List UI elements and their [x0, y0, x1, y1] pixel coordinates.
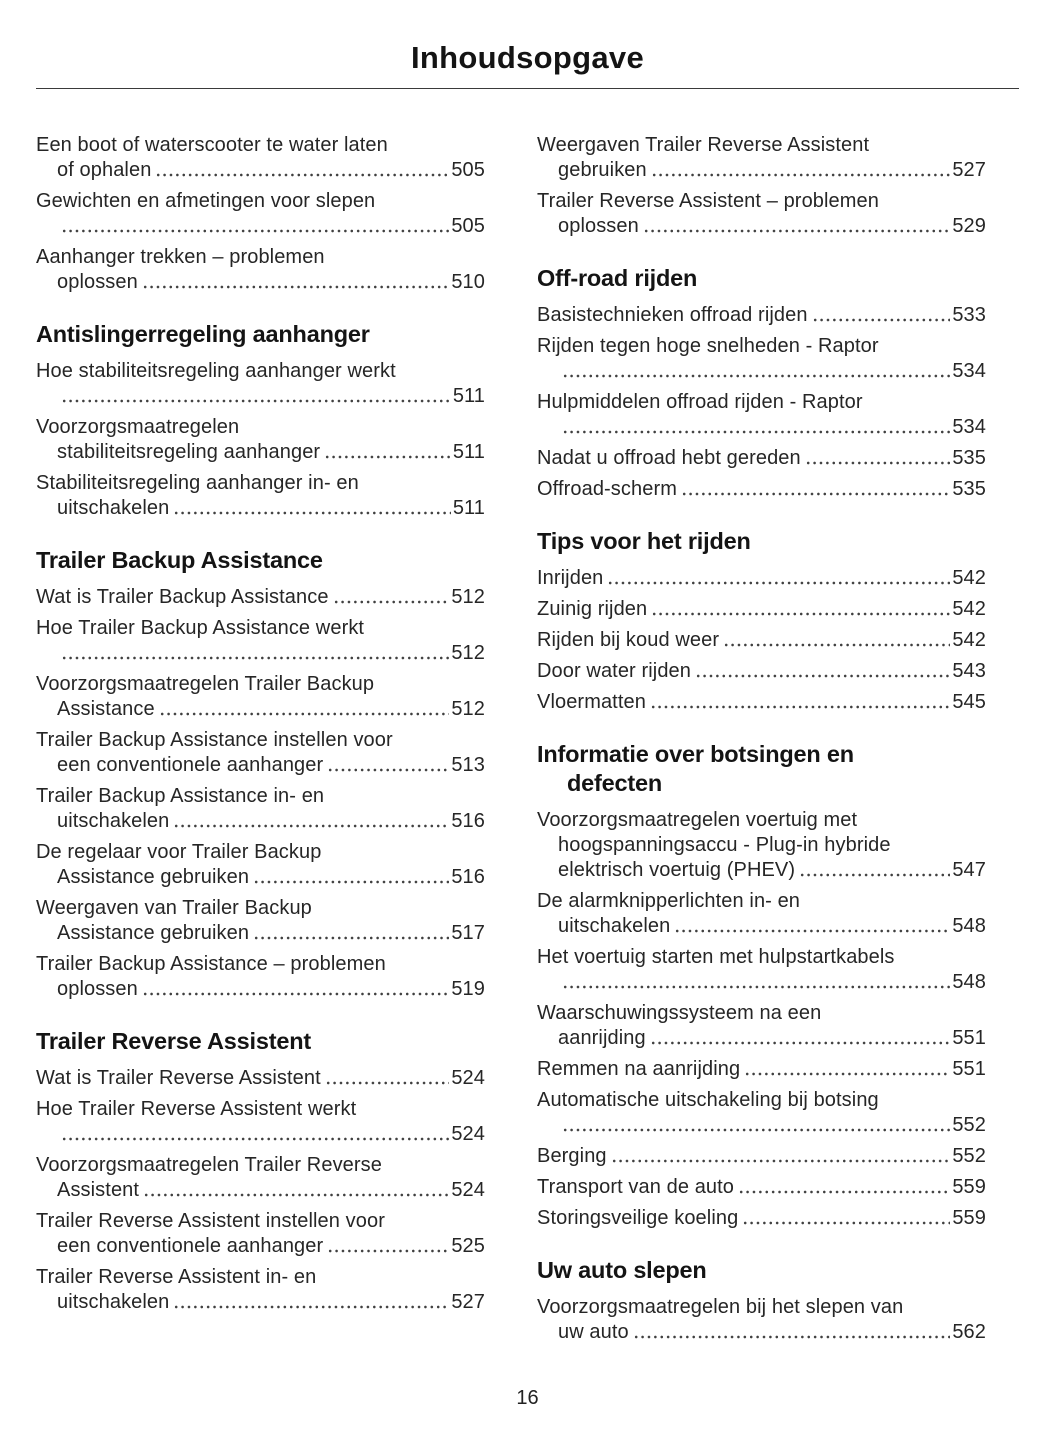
toc-entry-text-line: Trailer Backup Assistance instellen voor	[36, 729, 393, 751]
toc-entry-last-line	[537, 415, 986, 440]
toc-entry-text-line: Trailer Backup Assistance in- en	[36, 785, 325, 807]
toc-entry-last-line	[537, 690, 986, 715]
dotted-leader	[695, 659, 950, 684]
toc-entry-last-line	[36, 865, 485, 890]
dotted-leader	[681, 477, 950, 502]
toc-entry-last-line	[36, 384, 485, 409]
toc-entry-last-line	[36, 1290, 485, 1315]
toc-entry-title: een conventionele aanhanger	[57, 754, 324, 776]
toc-entry-page-number: 551	[952, 1027, 986, 1049]
dotted-leader	[738, 1175, 950, 1200]
toc-entry[interactable]	[537, 334, 986, 384]
toc-entry-page-number: 545	[952, 691, 986, 713]
toc-columns	[36, 127, 1019, 1351]
toc-entry-last-line	[36, 809, 485, 834]
toc-entry-last-line	[36, 753, 485, 778]
toc-entry-page-number: 527	[451, 1291, 485, 1313]
toc-entry-last-line	[537, 970, 986, 995]
section-heading-line: Uw auto slepen	[537, 1257, 707, 1283]
toc-entry-page-number: 529	[952, 215, 986, 237]
toc-entry-page-number: 535	[952, 478, 986, 500]
section-heading-line: Antislingerregeling aanhanger	[36, 321, 370, 347]
toc-entry-last-line	[537, 566, 986, 591]
toc-entry[interactable]	[36, 471, 485, 521]
dotted-leader	[159, 697, 450, 722]
toc-entry[interactable]	[537, 303, 986, 328]
toc-entry-last-line	[537, 659, 986, 684]
toc-entry-title: Zuinig rijden	[537, 598, 648, 620]
dotted-leader	[173, 1290, 449, 1315]
section-heading-line: Trailer Reverse Assistent	[36, 1028, 311, 1054]
toc-column-left	[36, 127, 485, 1351]
toc-entry-last-line	[36, 270, 485, 295]
toc-entry-page-number: 511	[452, 441, 485, 463]
toc-entry[interactable]	[537, 889, 986, 939]
toc-entry-page-number: 548	[952, 971, 986, 993]
toc-entry-title: stabiliteitsregeling aanhanger	[57, 441, 321, 463]
dotted-leader	[327, 1234, 449, 1259]
dotted-leader	[650, 690, 950, 715]
toc-entry-title: Assistance gebruiken	[57, 922, 250, 944]
toc-entry[interactable]	[36, 415, 485, 465]
toc-entry-page-number: 511	[452, 497, 485, 519]
toc-entry[interactable]	[537, 690, 986, 715]
page-header	[36, 26, 1019, 121]
toc-entry-title: oplossen	[558, 215, 639, 237]
toc-entry-title: gebruiken	[558, 159, 647, 181]
toc-entry-last-line	[36, 1066, 485, 1091]
toc-entry[interactable]	[537, 133, 986, 183]
toc-entry-last-line	[36, 921, 485, 946]
toc-entry-last-line	[537, 477, 986, 502]
dotted-leader	[562, 1113, 950, 1138]
toc-entry-title: uw auto	[558, 1321, 629, 1343]
toc-entry[interactable]	[537, 659, 986, 684]
dotted-leader	[723, 628, 950, 653]
toc-entry-title: Assistance gebruiken	[57, 866, 250, 888]
toc-entry[interactable]	[537, 189, 986, 239]
toc-entry-text-line: Hoe stabiliteitsregeling aanhanger werkt	[36, 360, 396, 382]
toc-entry-page-number: 516	[451, 866, 485, 888]
toc-entry[interactable]	[36, 896, 485, 946]
toc-entry-page-number: 542	[952, 598, 986, 620]
toc-entry-last-line	[36, 440, 485, 465]
toc-entry-page-number: 548	[952, 915, 986, 937]
section-heading	[36, 320, 485, 349]
toc-entry[interactable]	[36, 616, 485, 666]
toc-entry-page-number: 542	[952, 567, 986, 589]
toc-entry-text-line: Trailer Reverse Assistent in- en	[36, 1266, 317, 1288]
toc-entry-page-number: 534	[952, 416, 986, 438]
toc-entry-text-line: Hoe Trailer Backup Assistance werkt	[36, 617, 365, 639]
toc-entry[interactable]	[36, 585, 485, 610]
toc-entry[interactable]	[537, 597, 986, 622]
toc-entry-text-line: Waarschuwingssysteem na een	[537, 1002, 822, 1024]
toc-entry-title: uitschakelen	[57, 497, 170, 519]
toc-entry-page-number: 510	[451, 271, 485, 293]
toc-entry[interactable]	[537, 808, 986, 883]
dotted-leader	[143, 1178, 449, 1203]
toc-entry[interactable]	[537, 1001, 986, 1051]
toc-entry-page-number: 562	[952, 1321, 986, 1343]
toc-entry-text-line: Trailer Reverse Assistent instellen voor	[36, 1210, 385, 1232]
toc-entry-last-line	[537, 446, 986, 471]
dotted-leader	[173, 809, 449, 834]
toc-entry-last-line	[36, 585, 485, 610]
toc-entry[interactable]	[36, 728, 485, 778]
toc-entry-last-line	[36, 1234, 485, 1259]
toc-entry-page-number: 527	[952, 159, 986, 181]
toc-entry-page-number: 512	[451, 642, 485, 664]
dotted-leader	[674, 914, 950, 939]
toc-entry-text-line: Weergaven Trailer Reverse Assistent	[537, 134, 870, 156]
toc-entry-last-line	[537, 1320, 986, 1345]
toc-entry-page-number: 524	[451, 1067, 485, 1089]
toc-entry-title: Inrijden	[537, 567, 604, 589]
dotted-leader	[324, 440, 451, 465]
toc-entry-text-line: De alarmknipperlichten in- en	[537, 890, 801, 912]
toc-entry[interactable]	[537, 566, 986, 591]
toc-entry-last-line	[537, 158, 986, 183]
toc-entry[interactable]	[36, 189, 485, 239]
toc-entry-page-number: 542	[952, 629, 986, 651]
toc-entry-last-line	[537, 858, 986, 883]
toc-entry-page-number: 535	[952, 447, 986, 469]
section-heading	[36, 1027, 485, 1056]
toc-entry[interactable]	[537, 1206, 986, 1231]
section-heading	[537, 527, 986, 556]
toc-entry-last-line	[537, 303, 986, 328]
dotted-leader	[744, 1057, 950, 1082]
toc-entry-text-line: hoogspanningsaccu - Plug-in hybride	[558, 834, 891, 856]
toc-entry-title: Door water rijden	[537, 660, 691, 682]
toc-entry-title: Rijden bij koud weer	[537, 629, 720, 651]
toc-entry-text-line: Gewichten en afmetingen voor slepen	[36, 190, 376, 212]
toc-entry[interactable]	[537, 390, 986, 440]
toc-entry-title: Assistent	[57, 1179, 140, 1201]
toc-entry[interactable]	[537, 1295, 986, 1345]
toc-entry-last-line	[537, 914, 986, 939]
toc-entry-last-line	[537, 214, 986, 239]
section-heading	[537, 1256, 986, 1285]
toc-entry-text-line: Het voertuig starten met hulpstartkabels	[537, 946, 895, 968]
dotted-leader	[61, 384, 451, 409]
toc-entry-text-line: Automatische uitschakeling bij botsing	[537, 1089, 879, 1111]
page-title: Inhoudsopgave	[411, 40, 644, 75]
toc-entry[interactable]	[537, 1175, 986, 1200]
toc-entry-page-number: 551	[952, 1058, 986, 1080]
toc-entry-title: uitschakelen	[558, 915, 671, 937]
dotted-leader	[805, 446, 951, 471]
toc-entry-page-number: 559	[952, 1176, 986, 1198]
toc-entry[interactable]	[36, 672, 485, 722]
toc-entry-page-number: 547	[952, 859, 986, 881]
dotted-leader	[633, 1320, 951, 1345]
toc-entry-text-line: Trailer Reverse Assistent – problemen	[537, 190, 879, 212]
toc-entry-page-number: 516	[451, 810, 485, 832]
toc-entry[interactable]	[36, 245, 485, 295]
dotted-leader	[799, 858, 950, 883]
toc-entry-page-number: 505	[451, 159, 485, 181]
toc-entry[interactable]	[36, 1153, 485, 1203]
toc-entry-text-line: Voorzorgsmaatregelen Trailer Backup	[36, 673, 375, 695]
toc-entry[interactable]	[36, 1066, 485, 1091]
toc-entry[interactable]	[36, 952, 485, 1002]
dotted-leader	[611, 1144, 951, 1169]
toc-entry-last-line	[537, 597, 986, 622]
toc-entry-title: oplossen	[57, 271, 138, 293]
dotted-leader	[253, 865, 449, 890]
toc-entry-text-line: Voorzorgsmaatregelen Trailer Reverse	[36, 1154, 382, 1176]
dotted-leader	[325, 1066, 450, 1091]
toc-entry[interactable]	[36, 359, 485, 409]
toc-entry-text-line: Een boot of waterscooter te water laten	[36, 134, 388, 156]
toc-entry-text-line: Weergaven van Trailer Backup	[36, 897, 312, 919]
toc-entry-page-number: 543	[952, 660, 986, 682]
dotted-leader	[61, 214, 449, 239]
dotted-leader	[607, 566, 950, 591]
toc-entry-text-line: Rijden tegen hoge snelheden - Raptor	[537, 335, 879, 357]
toc-entry-last-line	[36, 977, 485, 1002]
dotted-leader	[562, 359, 950, 384]
toc-entry-page-number: 524	[451, 1123, 485, 1145]
dotted-leader	[142, 270, 449, 295]
dotted-leader	[562, 970, 950, 995]
toc-entry-title: Vloermatten	[537, 691, 646, 713]
toc-entry-page-number: 505	[451, 215, 485, 237]
section-heading-line: Tips voor het rijden	[537, 528, 751, 554]
toc-entry-page-number: 517	[451, 922, 485, 944]
toc-entry-title: Assistance	[57, 698, 155, 720]
toc-entry[interactable]	[537, 628, 986, 653]
title-divider	[36, 88, 1019, 89]
dotted-leader	[155, 158, 449, 183]
toc-entry-last-line	[537, 359, 986, 384]
toc-entry-last-line	[537, 1144, 986, 1169]
toc-entry[interactable]	[36, 1265, 485, 1315]
toc-entry-title: Wat is Trailer Reverse Assistent	[36, 1067, 321, 1089]
toc-entry-title: Nadat u offroad hebt gereden	[537, 447, 801, 469]
toc-entry-title: Offroad-scherm	[537, 478, 677, 500]
toc-entry-title: elektrisch voertuig (PHEV)	[558, 859, 796, 881]
dotted-leader	[333, 585, 450, 610]
toc-entry-last-line	[537, 1026, 986, 1051]
toc-entry-title: uitschakelen	[57, 1291, 170, 1313]
toc-entry-title: Transport van de auto	[537, 1176, 735, 1198]
toc-entry-page-number: 524	[451, 1179, 485, 1201]
toc-entry-text-line: Hoe Trailer Reverse Assistent werkt	[36, 1098, 357, 1120]
toc-entry-page-number: 559	[952, 1207, 986, 1229]
toc-entry[interactable]	[537, 1144, 986, 1169]
toc-entry-page-number: 552	[952, 1114, 986, 1136]
dotted-leader	[651, 158, 951, 183]
toc-entry-text-line: Trailer Backup Assistance – problemen	[36, 953, 386, 975]
toc-entry-title: aanrijding	[558, 1027, 646, 1049]
dotted-leader	[650, 1026, 951, 1051]
section-heading	[36, 546, 485, 575]
toc-entry-text-line: Voorzorgsmaatregelen bij het slepen van	[537, 1296, 904, 1318]
dotted-leader	[651, 597, 950, 622]
toc-entry-page-number: 512	[451, 586, 485, 608]
toc-entry-title: Basistechnieken offroad rijden	[537, 304, 808, 326]
toc-entry-page-number: 513	[451, 754, 485, 776]
dotted-leader	[61, 641, 449, 666]
toc-entry-text-line: Voorzorgsmaatregelen voertuig met	[537, 809, 858, 831]
dotted-leader	[562, 415, 950, 440]
toc-entry-last-line	[36, 1122, 485, 1147]
toc-entry-text-line: Hulpmiddelen offroad rijden - Raptor	[537, 391, 863, 413]
toc-entry-last-line	[537, 1113, 986, 1138]
toc-entry-title: Berging	[537, 1145, 607, 1167]
toc-entry[interactable]	[36, 1097, 485, 1147]
toc-entry-last-line	[36, 158, 485, 183]
toc-entry-page-number: 512	[451, 698, 485, 720]
toc-entry[interactable]	[537, 1088, 986, 1138]
toc-entry[interactable]	[537, 1057, 986, 1082]
dotted-leader	[61, 1122, 449, 1147]
section-heading-line: Off-road rijden	[537, 265, 698, 291]
toc-entry-title: oplossen	[57, 978, 138, 1000]
toc-entry-title: uitschakelen	[57, 810, 170, 832]
toc-entry-last-line	[36, 697, 485, 722]
dotted-leader	[173, 496, 450, 521]
toc-entry-page-number: 534	[952, 360, 986, 382]
dotted-leader	[812, 303, 951, 328]
toc-entry-page-number: 533	[952, 304, 986, 326]
toc-entry-last-line	[36, 1178, 485, 1203]
toc-entry-text-line: De regelaar voor Trailer Backup	[36, 841, 322, 863]
section-heading	[537, 264, 986, 293]
toc-entry-title: Remmen na aanrijding	[537, 1058, 741, 1080]
toc-column-right	[537, 127, 986, 1351]
section-heading-line: Trailer Backup Assistance	[36, 547, 323, 573]
toc-entry-last-line	[537, 1206, 986, 1231]
toc-entry-last-line	[36, 214, 485, 239]
toc-entry-text-line: Aanhanger trekken – problemen	[36, 246, 325, 268]
toc-entry-title: een conventionele aanhanger	[57, 1235, 324, 1257]
toc-entry[interactable]	[537, 945, 986, 995]
dotted-leader	[327, 753, 449, 778]
toc-entry-last-line	[537, 628, 986, 653]
dotted-leader	[742, 1206, 950, 1231]
footer-page-number: 16	[516, 1387, 539, 1409]
toc-entry-last-line	[537, 1057, 986, 1082]
toc-entry-text-line: Stabiliteitsregeling aanhanger in- en	[36, 472, 359, 494]
toc-entry-text-line: Voorzorgsmaatregelen	[36, 416, 240, 438]
toc-entry-title: Wat is Trailer Backup Assistance	[36, 586, 329, 608]
toc-entry-last-line	[36, 641, 485, 666]
toc-entry[interactable]	[537, 446, 986, 471]
toc-entry-last-line	[537, 1175, 986, 1200]
section-heading-line: defecten	[567, 770, 663, 796]
section-heading-line: Informatie over botsingen en	[537, 741, 854, 767]
page-footer	[36, 1387, 1019, 1448]
toc-entry[interactable]	[36, 133, 485, 183]
dotted-leader	[253, 921, 449, 946]
dotted-leader	[142, 977, 449, 1002]
toc-entry[interactable]	[36, 840, 485, 890]
toc-entry-last-line	[36, 496, 485, 521]
toc-entry[interactable]	[36, 1209, 485, 1259]
section-heading	[537, 740, 986, 798]
toc-entry[interactable]	[537, 477, 986, 502]
toc-entry-page-number: 519	[451, 978, 485, 1000]
toc-entry-title: Storingsveilige koeling	[537, 1207, 739, 1229]
toc-entry-page-number: 552	[952, 1145, 986, 1167]
toc-entry-page-number: 511	[452, 385, 485, 407]
toc-entry-title: of ophalen	[57, 159, 152, 181]
dotted-leader	[643, 214, 950, 239]
toc-entry-page-number: 525	[451, 1235, 485, 1257]
toc-entry[interactable]	[36, 784, 485, 834]
